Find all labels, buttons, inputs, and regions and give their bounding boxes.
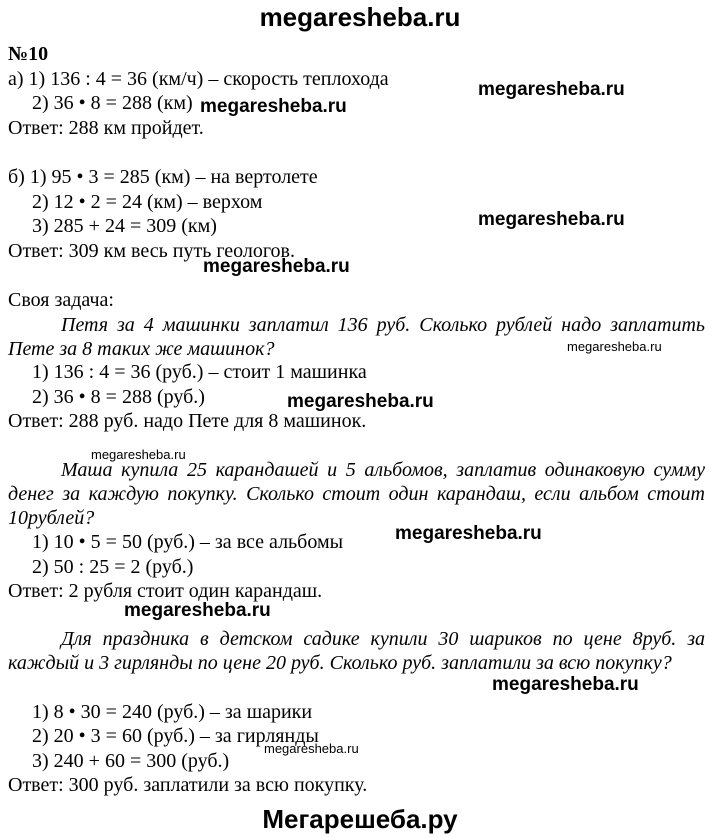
task-1-line-1: 1) 136 : 4 = 36 (руб.) – стоит 1 машинка: [32, 361, 367, 383]
part-a-answer: Ответ: 288 км пройдет.: [8, 117, 204, 139]
watermark: megaresheba.ru: [567, 339, 662, 354]
watermark: megaresheba.ru: [203, 256, 350, 277]
task-1-line-2: 2) 36 • 8 = 288 (руб.): [32, 386, 205, 408]
part-a-line-1: а) 1) 136 : 4 = 36 (км/ч) – скорость теплохода: [8, 68, 389, 90]
watermark: megaresheba.ru: [91, 447, 186, 462]
task-2-answer: Ответ: 2 рубля стоит один карандаш.: [8, 580, 323, 602]
task-3-answer: Ответ: 300 руб. заплатили за всю покупку.: [8, 774, 368, 796]
watermark: megaresheba.ru: [478, 79, 625, 100]
task-3-line-1: 1) 8 • 30 = 240 (руб.) – за шарики: [32, 701, 313, 723]
watermark: megaresheba.ru: [478, 209, 625, 230]
problem-number: №10: [8, 43, 49, 65]
part-b-line-2: 2) 12 • 2 = 24 (км) – верхом: [32, 191, 263, 213]
part-b-line-3: 3) 285 + 24 = 309 (км): [32, 215, 217, 237]
task-1-answer: Ответ: 288 руб. надо Пете для 8 машинок.: [8, 410, 367, 432]
task-3-line-3: 3) 240 + 60 = 300 (руб.): [32, 750, 230, 772]
watermark: megaresheba.ru: [492, 674, 639, 695]
own-task-label: Своя задача:: [8, 289, 114, 311]
part-b-answer: Ответ: 309 км весь путь геологов.: [8, 240, 296, 262]
task-2-line-1: 1) 10 • 5 = 50 (руб.) – за все альбомы: [32, 531, 344, 553]
watermark: megaresheba.ru: [124, 600, 271, 621]
task-2-line-2: 2) 50 : 25 = 2 (руб.): [32, 556, 194, 578]
task-1-text: Петя за 4 машинки заплатил 136 руб. Сколько рублей надо заплатить Пете за 8 таких же машинок?: [8, 314, 705, 360]
task-3-text: Для праздника в детском садике купили 30 шариков по цене 8руб. за каждый и 3 гирлянды по цене 20 руб. Сколько руб. заплатили за всю покупку?: [8, 628, 705, 674]
part-a-line-2: 2) 36 • 8 = 288 (км): [32, 92, 193, 114]
header-watermark: megaresheba.ru: [259, 2, 461, 32]
watermark: megaresheba.ru: [287, 391, 434, 412]
task-3-line-2: 2) 20 • 3 = 60 (руб.) – за гирлянды: [32, 725, 319, 747]
footer-watermark: Мегарешеба.ру: [262, 804, 458, 834]
watermark: megaresheba.ru: [264, 741, 359, 756]
watermark: megaresheba.ru: [200, 96, 347, 117]
watermark: megaresheba.ru: [395, 523, 542, 544]
task-2-text: Маша купила 25 карандашей и 5 альбомов, заплатив одинаковую сумму денег за каждую покупку. Сколько стоит один карандаш, если альбом стоит 10рублей?: [8, 459, 705, 529]
part-b-line-1: б) 1) 95 • 3 = 285 (км) – на вертолете: [8, 166, 318, 188]
